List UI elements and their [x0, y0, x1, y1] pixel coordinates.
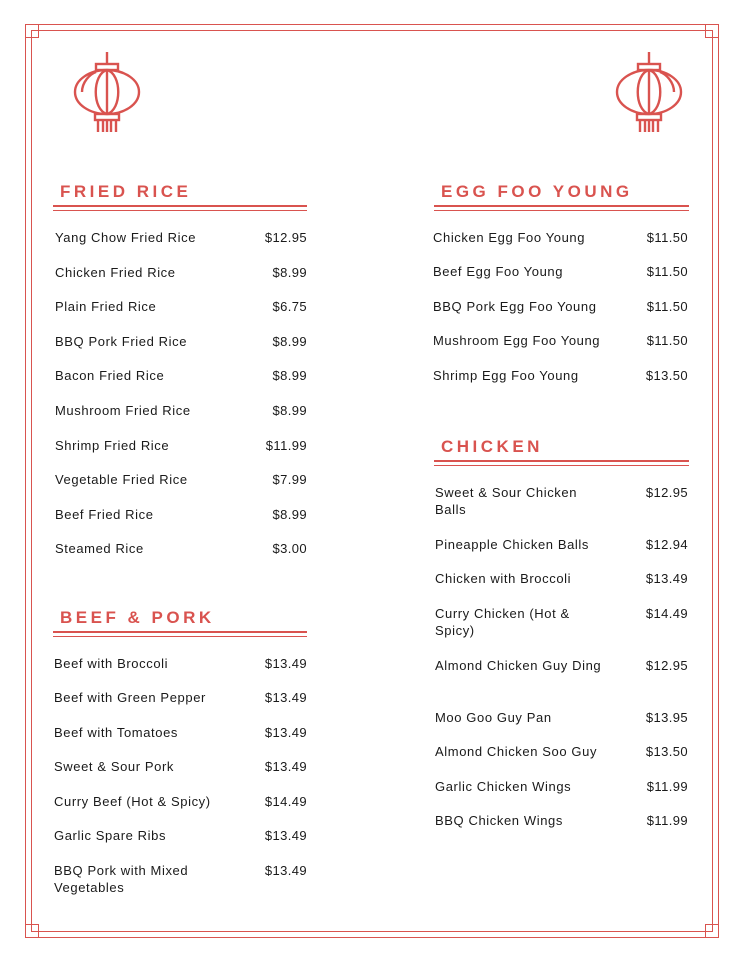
menu-item-price: $12.95 — [645, 658, 688, 673]
section-divider — [434, 205, 689, 207]
section-title-egg-foo-young: EGG FOO YOUNG — [441, 182, 633, 201]
frame-corner — [705, 24, 719, 38]
menu-item-price: $11.99 — [646, 779, 688, 794]
menu-item-price: $11.99 — [646, 813, 688, 828]
menu-item-name: Chicken Egg Foo Young — [433, 230, 586, 245]
menu-item-price: $13.49 — [264, 725, 307, 740]
frame-corner — [25, 924, 39, 938]
section-divider — [434, 210, 689, 211]
menu-item-price: $13.50 — [645, 744, 688, 759]
menu-item-name: Chicken Fried Rice — [55, 265, 176, 280]
menu-item-price: $3.00 — [272, 541, 307, 556]
menu-item-price: $13.49 — [645, 571, 688, 586]
menu-item-name: Chicken with Broccoli — [435, 571, 572, 586]
menu-item-name: Garlic Spare Ribs — [54, 828, 167, 843]
menu-item-price: $8.99 — [272, 368, 307, 383]
menu-item-name: Curry Beef (Hot & Spicy) — [54, 794, 211, 809]
menu-item-name: BBQ Pork Egg Foo Young — [433, 299, 597, 314]
section-divider — [434, 465, 689, 466]
menu-item-name: Beef Egg Foo Young — [433, 264, 564, 279]
menu-item-name: Beef Fried Rice — [55, 507, 154, 522]
section-divider — [434, 460, 689, 462]
menu-item-price: $12.94 — [645, 537, 688, 552]
menu-item-name: Almond Chicken Soo Guy — [435, 744, 598, 759]
menu-item-price: $11.50 — [646, 299, 688, 314]
menu-item-price: $13.49 — [264, 863, 307, 878]
menu-item-price: $8.99 — [272, 507, 307, 522]
frame-corner — [25, 24, 39, 38]
menu-item-name: Beef with Broccoli — [54, 656, 169, 671]
menu-item-name: Mushroom Egg Foo Young — [433, 333, 601, 348]
menu-item-name: Shrimp Fried Rice — [55, 438, 170, 453]
section-title-beef-pork: BEEF & PORK — [60, 608, 215, 627]
menu-item-price: $8.99 — [272, 334, 307, 349]
section-divider — [53, 205, 307, 207]
menu-item-price: $13.49 — [264, 828, 307, 843]
menu-item-name: Beef with Green Pepper — [54, 690, 206, 705]
lantern-icon — [72, 52, 142, 134]
menu-item-name: Plain Fried Rice — [55, 299, 157, 314]
menu-item-price: $14.49 — [645, 606, 688, 621]
menu-item-price: $11.50 — [646, 264, 688, 279]
menu-item-price: $11.99 — [265, 438, 307, 453]
menu-item-name: Steamed Rice — [55, 541, 144, 556]
menu-item-name: Sweet & Sour Pork — [54, 759, 175, 774]
menu-item-price: $13.49 — [264, 690, 307, 705]
menu-item-name: Mushroom Fried Rice — [55, 403, 191, 418]
menu-item-price: $13.49 — [264, 656, 307, 671]
menu-item-name: Vegetable Fried Rice — [55, 472, 188, 487]
section-divider — [53, 631, 307, 633]
menu-item-name: Almond Chicken Guy Ding — [435, 658, 602, 673]
menu-item-price: $6.75 — [272, 299, 307, 314]
menu-item-name: Shrimp Egg Foo Young — [433, 368, 579, 383]
menu-item-name: Sweet & Sour Chicken Balls — [435, 485, 578, 517]
menu-item-price: $11.50 — [646, 333, 688, 348]
section-title-chicken: CHICKEN — [441, 437, 543, 456]
section-divider — [53, 636, 307, 637]
menu-item-price: $14.49 — [264, 794, 307, 809]
menu-item-price: $7.99 — [272, 472, 307, 487]
section-divider — [53, 210, 307, 211]
menu-item-name: Garlic Chicken Wings — [435, 779, 572, 794]
menu-item-price: $12.95 — [645, 485, 688, 500]
menu-item-name: Moo Goo Guy Pan — [435, 710, 552, 725]
menu-item-price: $13.95 — [645, 710, 688, 725]
menu-item-price: $8.99 — [272, 403, 307, 418]
menu-item-name: BBQ Pork with Mixed Vegetables — [54, 863, 189, 895]
menu-item-price: $8.99 — [272, 265, 307, 280]
menu-item-price: $12.95 — [264, 230, 307, 245]
menu-item-name: Bacon Fried Rice — [55, 368, 165, 383]
menu-item-name: Curry Chicken (Hot & Spicy) — [435, 606, 570, 638]
menu-item-price: $13.49 — [264, 759, 307, 774]
menu-item-name: BBQ Chicken Wings — [435, 813, 563, 828]
menu-item-name: Beef with Tomatoes — [54, 725, 179, 740]
menu-item-name: Yang Chow Fried Rice — [55, 230, 197, 245]
menu-item-name: BBQ Pork Fried Rice — [55, 334, 188, 349]
menu-item-price: $11.50 — [646, 230, 688, 245]
menu-item-price: $13.50 — [645, 368, 688, 383]
section-title-fried-rice: FRIED RICE — [60, 182, 192, 201]
menu-item-name: Pineapple Chicken Balls — [435, 537, 589, 552]
frame-corner — [705, 924, 719, 938]
lantern-icon — [614, 52, 684, 134]
